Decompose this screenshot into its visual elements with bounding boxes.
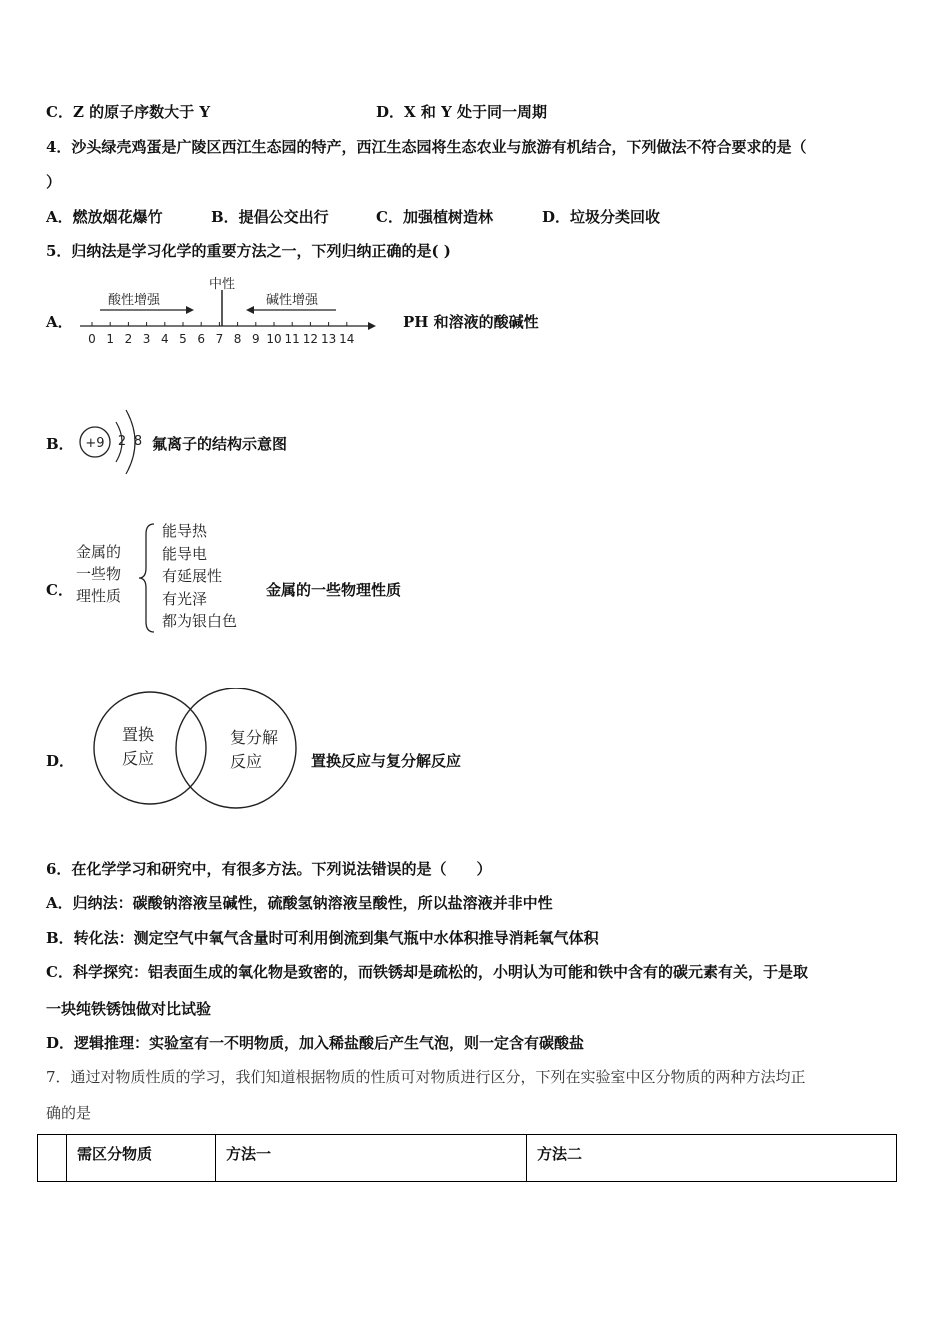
ph-scale-diagram (70, 268, 390, 352)
ph-tick-label: 5 (179, 332, 187, 346)
q4-option-b: B．提倡公交出行 (211, 208, 329, 226)
q7-stem-line1: 7．通过对物质性质的学习，我们知道根据物质的性质可对物质进行区分，下列在实验室中区分物质的两种方法均正 (46, 1068, 806, 1086)
q4-stem-line2: ） (46, 173, 62, 191)
ph-tick-label: 6 (197, 332, 206, 346)
ph-tick-label: 11 (284, 332, 300, 346)
q6-stem: 6．在化学学习和研究中，有很多方法。下列说法错误的是（ ） (46, 860, 492, 878)
q7-table (37, 1134, 897, 1182)
ph-tick-label: 10 (266, 332, 282, 346)
property-item: 有光泽 (162, 589, 208, 608)
q7-stem-line2: 确的是 (46, 1104, 92, 1122)
q6-option-a: A．归纳法：碳酸钠溶液呈碱性，硫酸氢钠溶液呈酸性，所以盐溶液并非中性 (46, 894, 553, 912)
q5-stem: 5．归纳法是学习化学的重要方法之一，下列归纳正确的是( ) (46, 242, 451, 260)
fluoride-ion-diagram (76, 396, 150, 480)
ph-tick-label: 7 (215, 332, 224, 346)
ph-tick-label: 3 (142, 332, 151, 346)
table-header-cell: 需区分物质 (67, 1135, 216, 1182)
nucleus-charge: +9 (85, 436, 105, 451)
neutral-label: 中性 (208, 277, 236, 292)
ph-tick-label: 8 (233, 332, 242, 346)
ph-tick-label: 2 (124, 332, 133, 346)
curly-brace (136, 522, 158, 634)
shell-electrons-2: 8 (133, 434, 143, 449)
metal-props-heading (76, 541, 121, 607)
right-circle (176, 688, 296, 808)
q6-option-d: D．逻辑推理：实验室有一不明物质，加入稀盐酸后产生气泡，则一定含有碳酸盐 (46, 1034, 585, 1052)
q5-option-b-letter: B． (46, 435, 74, 453)
left-circle-line1: 置换 (121, 725, 155, 744)
q6-option-c-line2: 一块纯铁锈蚀做对比试验 (46, 1000, 212, 1018)
table-header-cell (38, 1135, 67, 1182)
q5-option-c-letter: C． (46, 581, 73, 599)
acid-label: 酸性增强 (107, 293, 161, 308)
shell-electrons-1: 2 (117, 434, 127, 449)
property-item: 能导热 (162, 522, 208, 540)
q6-option-c-line1: C．科学探究：铝表面生成的氧化物是致密的，而铁锈却是疏松的，小明认为可能和铁中含有的碳元素有关，于是取 (46, 963, 808, 981)
base-label: 碱性增强 (265, 293, 319, 308)
q5-option-b-caption: 氟离子的结构示意图 (152, 435, 288, 453)
q5-option-a-letter: A． (46, 313, 73, 331)
ph-tick-label: 1 (106, 332, 115, 346)
q5-option-c-caption: 金属的一些物理性质 (266, 581, 402, 599)
q6-option-b: B．转化法：测定空气中氧气含量时可利用倒流到集气瓶中水体积推导消耗氧气体积 (46, 929, 599, 947)
reaction-venn-diagram (86, 688, 302, 810)
table-header-row (38, 1135, 897, 1182)
ph-tick-label: 12 (302, 332, 319, 346)
q5-option-d-letter: D． (46, 752, 75, 770)
ph-tick-label: 0 (88, 332, 96, 346)
left-circle (94, 692, 206, 804)
left-circle-line2: 反应 (121, 749, 155, 768)
property-item: 能导电 (162, 544, 208, 563)
acid-arrow-head (186, 306, 194, 314)
right-circle-line2: 反应 (229, 752, 263, 771)
q3-option-d: D．X 和 Y 处于同一周期 (376, 103, 548, 121)
ph-axis-arrow (368, 322, 376, 330)
q4-option-c: C．加强植树造林 (376, 208, 493, 226)
base-arrow-head (246, 306, 254, 314)
q4-stem-line1: 4．沙头绿壳鸡蛋是广陵区西江生态园的特产，西江生态园将生态农业与旅游有机结合，下列做法不符合要求的是（ (46, 138, 807, 156)
ph-tick-label: 9 (251, 332, 260, 346)
heading-line: 一些物 (76, 565, 122, 583)
table-header-cell: 方法一 (216, 1135, 527, 1182)
metal-props-list (162, 520, 237, 633)
heading-line: 理性质 (76, 587, 122, 605)
q5-option-d-caption: 置换反应与复分解反应 (311, 752, 462, 770)
table-header-cell: 方法二 (527, 1135, 897, 1182)
q3-option-c: C．Z 的原子序数大于 Y (46, 103, 211, 121)
property-item: 都为银白色 (162, 612, 238, 630)
q4-option-d: D．垃圾分类回收 (542, 208, 661, 226)
ph-tick-label: 13 (320, 332, 337, 346)
ph-tick-label: 14 (339, 332, 355, 346)
right-circle-line1: 复分解 (229, 728, 279, 747)
q5-option-a-caption: PH 和溶液的酸碱性 (403, 313, 539, 331)
property-item: 有延展性 (162, 567, 223, 585)
q4-option-a: A．燃放烟花爆竹 (46, 208, 163, 226)
ph-tick-label: 4 (160, 332, 169, 346)
heading-line: 金属的 (76, 543, 122, 561)
